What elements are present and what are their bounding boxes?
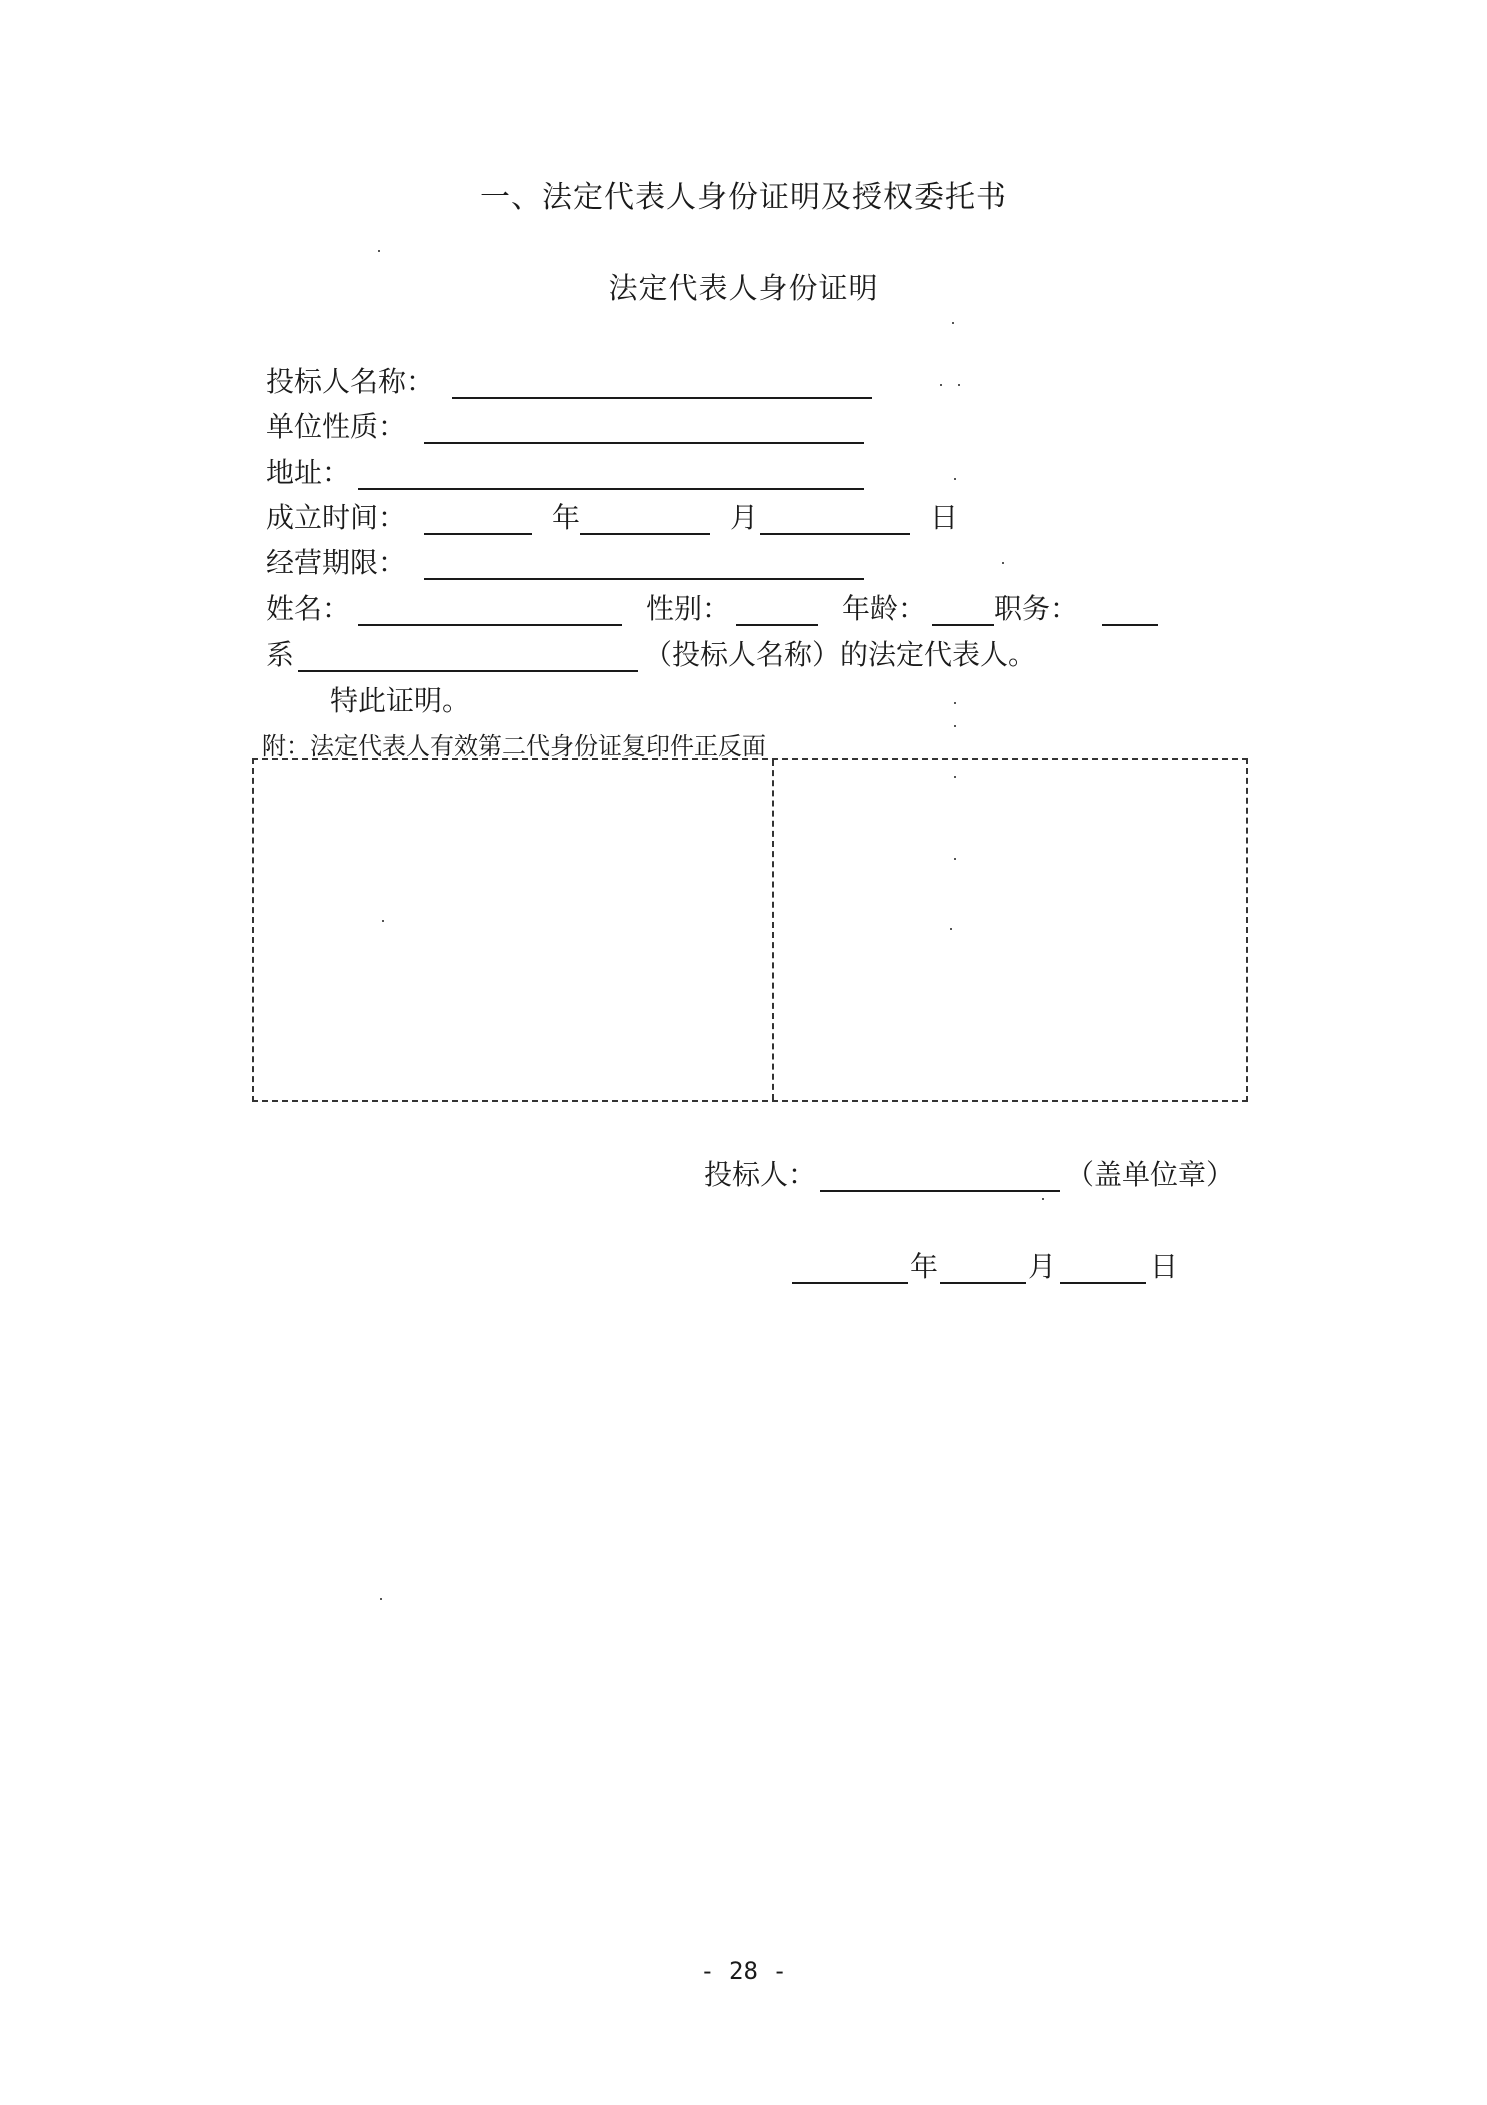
established-day-label: 日 — [930, 501, 959, 534]
certify-text: 特此证明。 — [330, 684, 471, 717]
gender-blank — [736, 624, 818, 626]
signature-day-label: 日 — [1150, 1250, 1179, 1283]
scan-speck — [954, 858, 956, 860]
address-label: 地址： — [266, 456, 351, 489]
established-label: 成立时间： — [266, 501, 407, 534]
attachment-note: 附：法定代表人有效第二代身份证复印件正反面 — [262, 732, 766, 760]
bidder-name-blank — [452, 397, 872, 399]
scan-speck — [954, 478, 956, 480]
scan-speck — [380, 1598, 382, 1600]
signature-year-label: 年 — [910, 1250, 939, 1283]
established-month-blank — [580, 533, 710, 535]
person-row — [266, 594, 1166, 623]
scan-speck — [952, 322, 954, 324]
signature-date-row — [792, 1252, 1212, 1281]
signature-bidder-label: 投标人： — [704, 1158, 817, 1191]
established-row — [266, 503, 966, 532]
name-label: 姓名： — [266, 592, 351, 625]
scan-speck — [378, 250, 380, 252]
scan-speck — [1002, 562, 1004, 564]
gender-label: 性别： — [646, 592, 731, 625]
bidder-name-row — [266, 367, 966, 396]
belongs-suffix: （投标人名称）的法定代表人。 — [644, 638, 1037, 671]
unit-nature-row — [266, 412, 966, 441]
scan-speck — [1042, 1198, 1044, 1200]
established-day-blank — [760, 533, 910, 535]
id-card-back-pane — [774, 760, 1246, 1100]
scan-speck — [958, 384, 960, 386]
signature-year-blank — [792, 1282, 908, 1284]
established-year-label: 年 — [552, 501, 581, 534]
position-label: 职务： — [994, 592, 1079, 625]
business-term-label: 经营期限： — [266, 546, 407, 579]
bidder-name-label: 投标人名称： — [266, 365, 435, 398]
age-label: 年龄： — [842, 592, 927, 625]
address-row — [266, 458, 966, 487]
business-term-row — [266, 548, 966, 577]
business-term-blank — [424, 578, 864, 580]
belongs-prefix: 系 — [266, 638, 295, 671]
scan-speck — [954, 702, 956, 704]
seal-note: （盖单位章） — [1066, 1158, 1235, 1191]
signature-month-label: 月 — [1028, 1250, 1057, 1283]
belongs-row — [266, 640, 1166, 669]
established-month-label: 月 — [730, 501, 759, 534]
position-blank — [1102, 624, 1158, 626]
id-card-copy-area — [252, 758, 1248, 1102]
scan-speck — [954, 725, 956, 727]
page-number: - 28 - — [700, 1957, 787, 1985]
signature-row — [704, 1160, 1264, 1189]
section-title: 一、法定代表人身份证明及授权委托书 — [480, 180, 1007, 215]
address-blank — [358, 488, 864, 490]
id-card-front-pane — [254, 760, 772, 1100]
belongs-blank — [298, 670, 638, 672]
name-blank — [358, 624, 622, 626]
scan-speck — [954, 776, 956, 778]
scan-speck — [382, 920, 384, 922]
age-blank — [932, 624, 994, 626]
signature-day-blank — [1060, 1282, 1146, 1284]
form-title: 法定代表人身份证明 — [608, 271, 879, 305]
established-year-blank — [424, 533, 532, 535]
unit-nature-label: 单位性质： — [266, 410, 407, 443]
scan-speck — [950, 928, 952, 930]
scan-speck — [940, 384, 942, 386]
signature-month-blank — [940, 1282, 1026, 1284]
unit-nature-blank — [424, 442, 864, 444]
signature-bidder-blank — [820, 1190, 1060, 1192]
